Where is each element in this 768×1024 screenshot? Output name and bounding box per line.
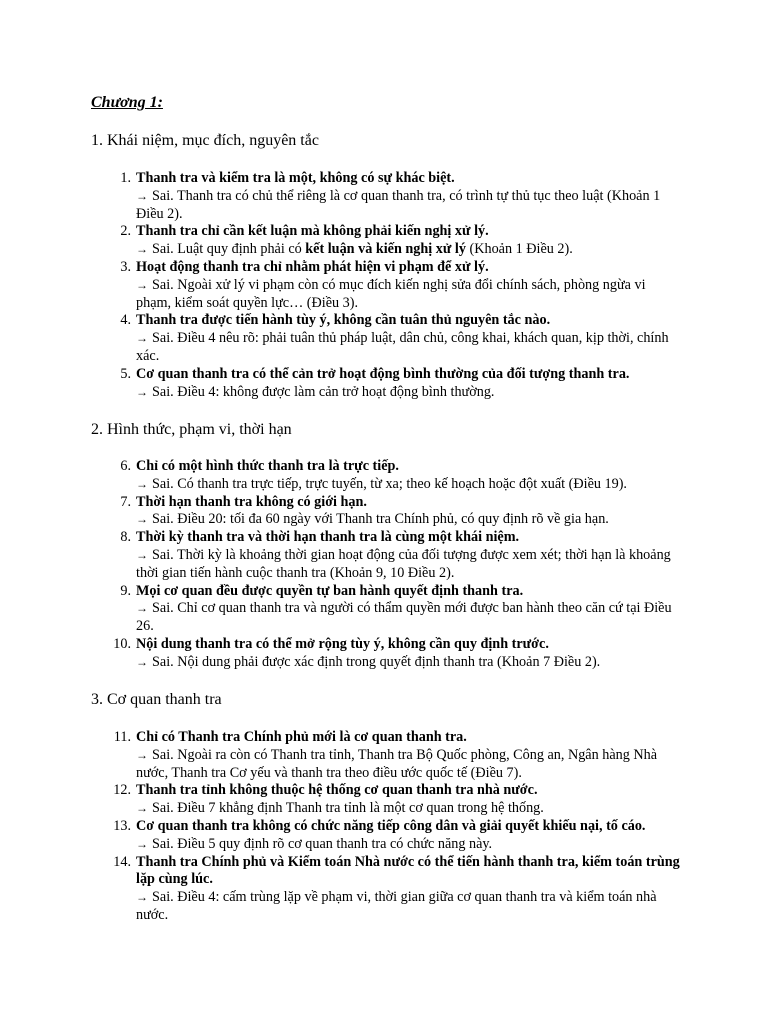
list-item [120, 582, 681, 636]
arrow-icon: → [136, 384, 148, 399]
item-number: 14. [113, 853, 131, 870]
item-number: 10. [113, 635, 131, 652]
answer-text: → Sai. Có thanh tra trực tiếp, trực tuyến, từ xa; theo kế hoạch hoặc đột xuất (Điều 19). [136, 475, 627, 492]
arrow-icon: → [136, 331, 148, 346]
arrow-icon: → [136, 601, 148, 616]
list-item [113, 817, 681, 854]
arrow-icon: → [136, 476, 148, 491]
question-text: Thanh tra Chính phủ và Kiểm toán Nhà nước có thể tiến hành thanh tra, kiểm toán trùng lặp cùng lúc. [136, 853, 680, 888]
list-item [113, 782, 681, 818]
question-text: Thanh tra tỉnh không thuộc hệ thống cơ quan thanh tra nhà nước. [136, 782, 538, 799]
answer-text: → Sai. Thời kỳ là khoảng thời gian hoạt động của đối tượng được xem xét; thời hạn là khoảng thời gian tiến hành cuộc thanh tra (Khoản 9, 10 Điều 2). [136, 546, 671, 581]
list-item [120, 312, 681, 365]
arrow-icon: → [136, 277, 148, 292]
answer-text: → Sai. Điều 4: cấm trùng lặp về phạm vi, thời gian giữa cơ quan thanh tra và kiểm toán nhà nước. [136, 889, 657, 923]
answer-text: → Sai. Điều 20: tối đa 60 ngày với Thanh tra Chính phủ, có quy định rõ về gia hạn. [136, 511, 609, 528]
question-text: Thanh tra được tiến hành tùy ý, không cần tuân thủ nguyên tắc nào. [136, 312, 551, 329]
question-text: Thanh tra và kiểm tra là một, không có sự khác biệt. [136, 170, 455, 186]
arrow-icon: → [136, 747, 148, 762]
question-text: Cơ quan thanh tra có thể cản trở hoạt động bình thường của đối tượng thanh tra. [136, 365, 630, 382]
question-text: Mọi cơ quan đều được quyền tự ban hành quyết định thanh tra. [136, 582, 524, 599]
answer-text: → Sai. Điều 5 quy định rõ cơ quan thanh tra có chức năng này. [136, 835, 493, 852]
question-text: Chỉ có Thanh tra Chính phủ mới là cơ quan thanh tra. [136, 729, 467, 745]
list-item [120, 365, 681, 402]
item-number: 5. [120, 365, 131, 382]
arrow-icon: → [136, 836, 148, 851]
question-list [113, 729, 681, 925]
item-number: 6. [120, 458, 131, 474]
item-number: 3. [120, 258, 131, 275]
question-text: Hoạt động thanh tra chỉ nhằm phát hiện vi phạm để xử lý. [136, 258, 489, 275]
arrow-icon: → [136, 654, 148, 669]
question-text: Thời kỳ thanh tra và thời hạn thanh tra là cùng một khái niệm. [136, 529, 520, 546]
chapter-heading: Chương 1: [91, 94, 163, 111]
question-list [113, 458, 681, 672]
list-item [120, 458, 681, 494]
arrow-icon: → [136, 547, 148, 562]
item-number: 1. [120, 170, 131, 186]
answer-text: → Sai. Luật quy định phải có kết luận và kiến nghị xử lý (Khoản 1 Điều 2). [136, 241, 573, 258]
answer-text: → Sai. Ngoài xử lý vi phạm còn có mục đích kiến nghị sửa đổi chính sách, phòng ngừa vi phạm, kiểm soát quyền lực… (Điều 3). [136, 276, 646, 311]
list-item [120, 258, 681, 312]
answer-text: → Sai. Chỉ cơ quan thanh tra và người có thẩm quyền mới được ban hành theo căn cứ tại Điều 26. [136, 600, 672, 635]
answer-text: → Sai. Điều 7 khẳng định Thanh tra tỉnh là một cơ quan trong hệ thống. [136, 800, 544, 817]
list-item [120, 493, 681, 530]
answer-text: → Sai. Điều 4 nêu rõ: phải tuân thủ pháp luật, dân chủ, công khai, khách quan, kịp thời, chính xác. [136, 330, 669, 364]
item-number: 7. [120, 493, 131, 510]
item-number: 2. [120, 223, 131, 240]
list-item [120, 529, 681, 582]
item-number: 12. [113, 782, 131, 799]
section-heading: 2. Hình thức, phạm vi, thời hạn [91, 421, 292, 438]
question-text: Cơ quan thanh tra không có chức năng tiếp công dân và giải quyết khiếu nại, tố cáo. [136, 817, 646, 834]
item-number: 8. [120, 529, 131, 546]
answer-text: → Sai. Nội dung phải được xác định trong quyết định thanh tra (Khoản 7 Điều 2). [136, 653, 601, 670]
item-number: 11. [113, 729, 131, 745]
list-item [120, 223, 681, 259]
question-text: Nội dung thanh tra có thể mở rộng tùy ý, không cần quy định trước. [136, 635, 549, 652]
item-number: 4. [120, 312, 131, 329]
list-item [113, 729, 681, 782]
list-item [113, 853, 681, 925]
arrow-icon: → [136, 801, 148, 816]
question-list [120, 170, 681, 401]
question-text: Thời hạn thanh tra không có giới hạn. [136, 493, 367, 510]
answer-text: → Sai. Điều 4: không được làm cản trở hoạt động bình thường. [136, 383, 495, 400]
item-number: 9. [120, 582, 131, 599]
question-text: Thanh tra chỉ cần kết luận mà không phải kiến nghị xử lý. [136, 223, 489, 240]
item-number: 13. [113, 817, 131, 834]
answer-text: → Sai. Ngoài ra còn có Thanh tra tỉnh, Thanh tra Bộ Quốc phòng, Công an, Ngân hàng Nhà nước, Thanh tra Cơ yếu và thanh tra theo điều ước quốc tế (Điều 7). [136, 746, 657, 781]
arrow-icon: → [136, 188, 148, 203]
answer-text: → Sai. Thanh tra có chủ thể riêng là cơ quan thanh tra, có trình tự thủ tục theo luật (Khoản 1 Điều 2). [136, 187, 661, 222]
question-text: Chỉ có một hình thức thanh tra là trực tiếp. [136, 458, 399, 474]
list-item [120, 170, 681, 223]
section-heading: 1. Khái niệm, mục đích, nguyên tắc [91, 132, 319, 149]
arrow-icon: → [136, 512, 148, 527]
arrow-icon: → [136, 242, 148, 257]
arrow-icon: → [136, 890, 148, 905]
list-item [113, 635, 681, 672]
section-heading: 3. Cơ quan thanh tra [91, 691, 222, 708]
